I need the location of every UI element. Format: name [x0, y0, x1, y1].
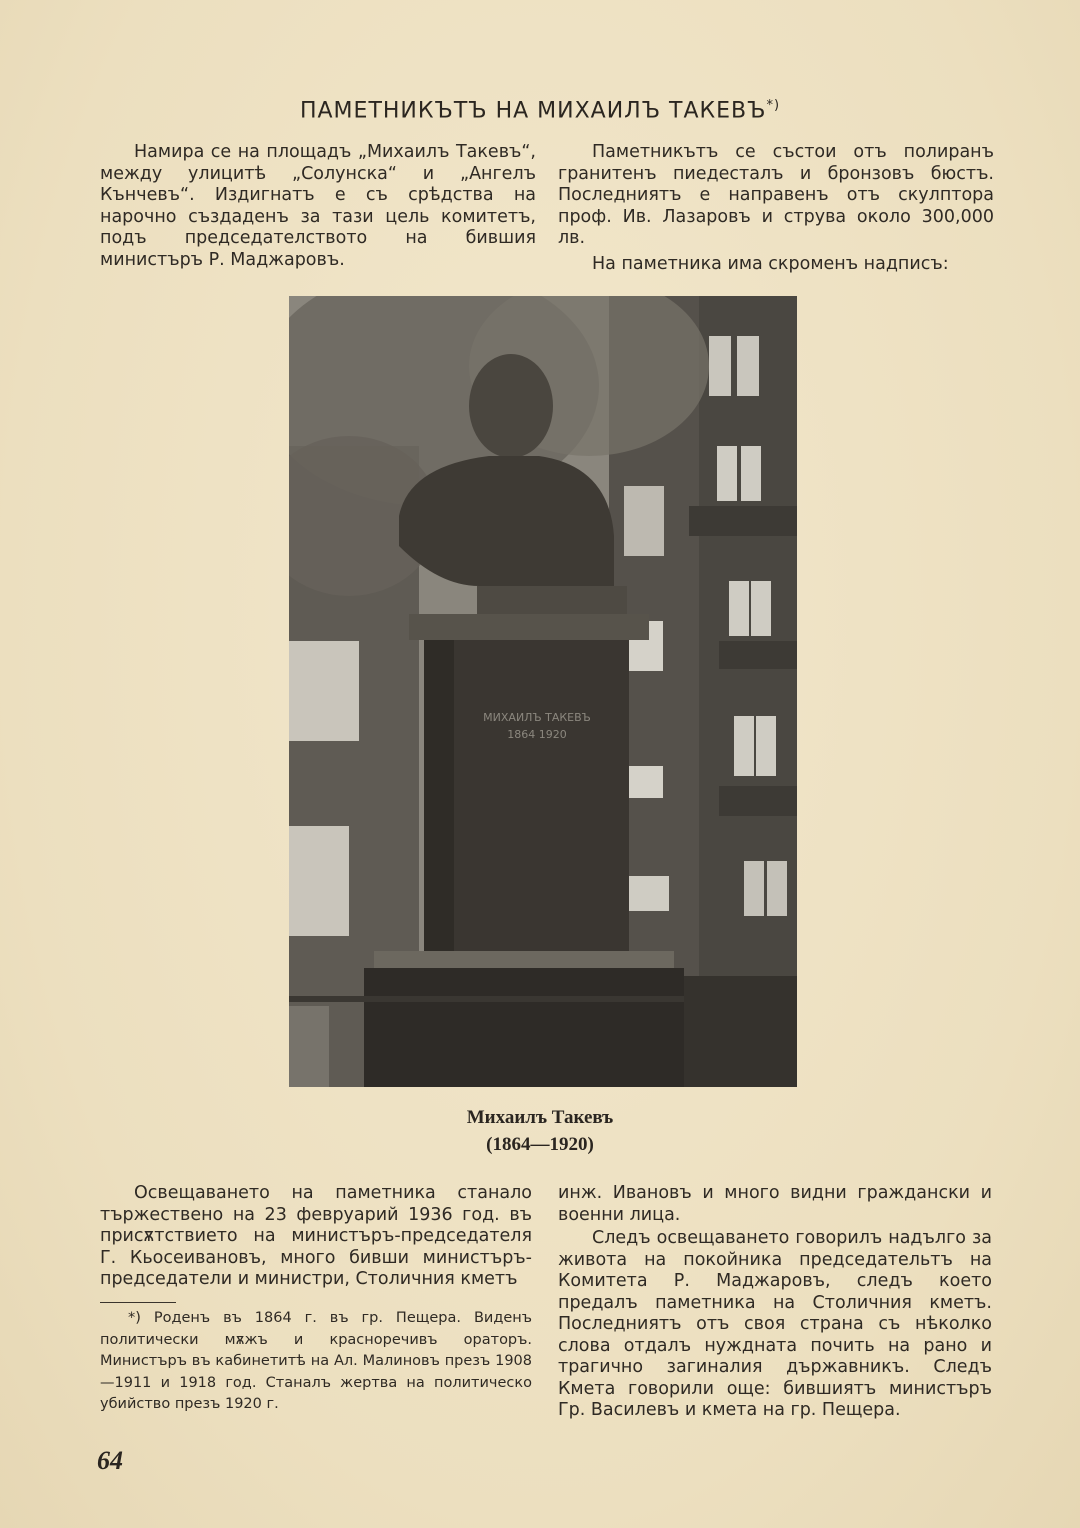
- photo-caption: [340, 1104, 740, 1158]
- page-number: 64: [97, 1446, 123, 1475]
- monument-photo: [289, 296, 797, 1087]
- body-left-column: [100, 1183, 532, 1291]
- body-left-paragraph: Освещаването на паметника станало тържествено на 23 февруарий 1936 год. въ присѫтствието на министъръ-председателя Г. Кьосеивановъ, много бивши министъръ-председатели и министри, Столичния кметъ: [100, 1183, 532, 1289]
- footnote-divider: [100, 1302, 176, 1303]
- intro-left-paragraph: Намира се на площадъ „Михаилъ Такевъ“, между улицитѣ „Солунска“ и „Ангелъ Кънчевъ“. Издигнатъ е съ срѣдства на нарочно създаденъ за тази цель комитетъ, подъ председателството на бившия министъръ Р. Маджаровъ.: [100, 142, 536, 270]
- page-title: [100, 98, 980, 123]
- intro-right-paragraph-1: Паметникътъ се състои отъ полиранъ гранитенъ пиедесталъ и бронзовъ бюстъ. Последниятъ е направенъ отъ скулптора проф. Ив. Лазаровъ и струва около 300,000 лв.: [558, 142, 994, 248]
- footnote: [100, 1308, 532, 1416]
- intro-right-column: [558, 142, 994, 275]
- caption-name: Михаилъ Такевъ: [466, 1107, 614, 1128]
- caption-years: (1864—1920): [486, 1134, 594, 1155]
- body-right-paragraph-1: инж. Ивановъ и много видни граждански и военни лица.: [558, 1183, 992, 1225]
- intro-left-column: [100, 142, 536, 271]
- body-right-paragraph-2: Следъ освещаването говорилъ надълго за живота на покойника председательтъ на Комитета Р. Маджаровъ, следъ което предалъ паметника на Столичния кметъ. Последниятъ отъ своя страна съ нѣколко слова отдалъ нуждната почить на рано и трагично загиналия държавникъ. Следъ Кмета говорили още: бившиятъ министъръ Гр. Василевъ и кмета на гр. Пещера.: [558, 1228, 992, 1420]
- body-right-column: [558, 1183, 992, 1422]
- pedestal-inscription-line1: МИХАИЛЪ ТАКЕВЪ: [483, 711, 591, 724]
- footnote-text: *) Роденъ въ 1864 г. въ гр. Пещера. Виденъ политически мѫжъ и красноречивъ ораторъ. Министъръ въ кабинетитѣ на Ал. Малиновъ презъ 1908—1911 и 1918 год. Станалъ жертва на политическо убийство презъ 1920 г.: [100, 1310, 532, 1412]
- intro-right-paragraph-2: На паметника има скроменъ надписъ:: [592, 253, 949, 274]
- title-footnote-mark: *): [766, 98, 781, 113]
- pedestal-inscription-line2: 1864 1920: [507, 728, 567, 741]
- page-title-text: ПАМЕТНИКЪТЪ НА МИХАИЛЪ ТАКЕВЪ: [299, 98, 767, 124]
